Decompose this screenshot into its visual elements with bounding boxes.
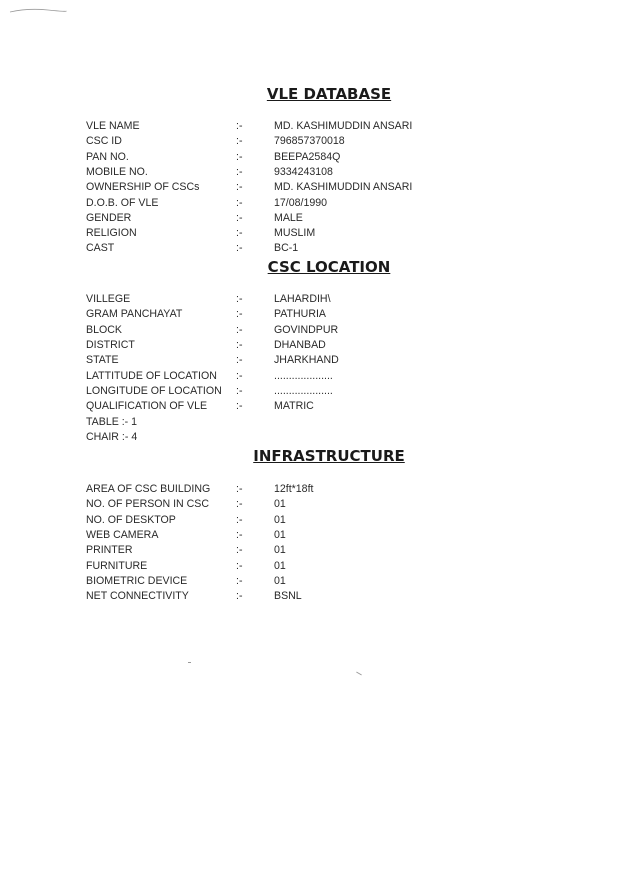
- field-label: MOBILE NO.: [86, 165, 148, 178]
- field-separator: :-: [236, 384, 243, 397]
- field-separator: :-: [236, 574, 243, 587]
- field-value: MALE: [274, 211, 303, 224]
- field-value: GOVINDPUR: [274, 323, 339, 336]
- field-value: MATRIC: [274, 400, 314, 413]
- field-separator: :-: [236, 181, 243, 194]
- field-value: MD. KASHIMUDDIN ANSARI: [274, 120, 413, 132]
- field-separator: :-: [236, 354, 243, 367]
- field-separator: :-: [236, 513, 243, 526]
- field-value: BEEPA2584Q: [274, 150, 341, 163]
- field-separator: :-: [236, 369, 243, 382]
- field-label: VILLEGE: [86, 293, 131, 305]
- heading-vle-database: VLE DATABASE: [266, 85, 392, 103]
- field-separator: :-: [236, 227, 243, 240]
- field-value: MUSLIM: [274, 227, 316, 240]
- field-value: BC-1: [274, 242, 299, 255]
- field-label: OWNERSHIP OF CSCs: [86, 181, 200, 194]
- field-label: STATE: [86, 354, 119, 367]
- field-label: GRAM PANCHAYAT: [86, 308, 183, 321]
- field-label: GENDER: [86, 211, 132, 224]
- field-separator: :-: [236, 483, 243, 495]
- field-separator: :-: [236, 242, 243, 255]
- field-separator: :-: [236, 400, 243, 413]
- field-separator: :-: [236, 323, 243, 336]
- field-value: 01: [274, 559, 286, 572]
- field-label: AREA OF CSC BUILDING: [86, 483, 211, 495]
- field-separator: :-: [236, 308, 243, 321]
- field-label: DISTRICT: [86, 338, 135, 351]
- field-label: LATTITUDE OF LOCATION: [86, 369, 217, 382]
- field-label: WEB CAMERA: [86, 528, 159, 541]
- field-label: FURNITURE: [86, 559, 148, 572]
- field-label: PAN NO.: [86, 150, 129, 163]
- field-value: PATHURIA: [274, 308, 326, 321]
- field-separator: :-: [236, 338, 243, 351]
- field-label: BIOMETRIC DEVICE: [86, 574, 188, 587]
- field-separator: :-: [236, 293, 243, 305]
- field-separator: :-: [236, 196, 243, 209]
- field-label: NO. OF DESKTOP: [86, 513, 176, 526]
- field-value: 12ft*18ft: [274, 483, 314, 495]
- field-value: BSNL: [274, 590, 302, 603]
- table-count: TABLE :- 1: [86, 416, 138, 428]
- field-label: CAST: [86, 242, 115, 255]
- field-separator: :-: [236, 559, 243, 572]
- field-value: DHANBAD: [274, 338, 326, 351]
- field-label: CSC ID: [86, 135, 122, 148]
- heading-infrastructure: INFRASTRUCTURE: [253, 447, 405, 465]
- field-value: 9334243108: [274, 165, 333, 178]
- field-separator: :-: [236, 528, 243, 541]
- field-label: PRINTER: [86, 544, 133, 557]
- field-label: NET CONNECTIVITY: [86, 590, 189, 603]
- field-separator: :-: [236, 135, 243, 148]
- field-label: NO. OF PERSON IN CSC: [86, 498, 210, 511]
- field-separator: :-: [236, 590, 243, 603]
- field-label: QUALIFICATION OF VLE: [86, 400, 208, 413]
- heading-csc-location: CSC LOCATION: [267, 258, 391, 276]
- field-separator: :-: [236, 120, 243, 132]
- scan-speck: [188, 662, 191, 663]
- field-value: 796857370018: [274, 135, 345, 148]
- field-label: D.O.B. OF VLE: [86, 196, 159, 209]
- field-label: RELIGION: [86, 227, 137, 240]
- field-value: LAHARDIH\: [274, 293, 331, 305]
- field-value: 01: [274, 574, 286, 587]
- field-separator: :-: [236, 544, 243, 557]
- field-value: 01: [274, 528, 286, 541]
- field-separator: :-: [236, 211, 243, 224]
- field-value: 01: [274, 513, 286, 526]
- scan-mark: [8, 6, 68, 16]
- field-value: 01: [274, 544, 286, 557]
- field-value: MD. KASHIMUDDIN ANSARI: [274, 181, 413, 194]
- field-label: BLOCK: [86, 323, 122, 336]
- chair-count: CHAIR :- 4: [86, 431, 138, 443]
- field-separator: :-: [236, 150, 243, 163]
- field-value: JHARKHAND: [274, 354, 339, 367]
- field-label: LONGITUDE OF LOCATION: [86, 384, 222, 397]
- field-value: 01: [274, 498, 286, 511]
- field-separator: :-: [236, 498, 243, 511]
- field-label: VLE NAME: [86, 120, 140, 132]
- field-separator: :-: [236, 165, 243, 178]
- field-value: 17/08/1990: [274, 196, 328, 209]
- field-value: ....................: [274, 369, 333, 382]
- field-value: ....................: [274, 384, 333, 397]
- scan-speck: [356, 672, 362, 676]
